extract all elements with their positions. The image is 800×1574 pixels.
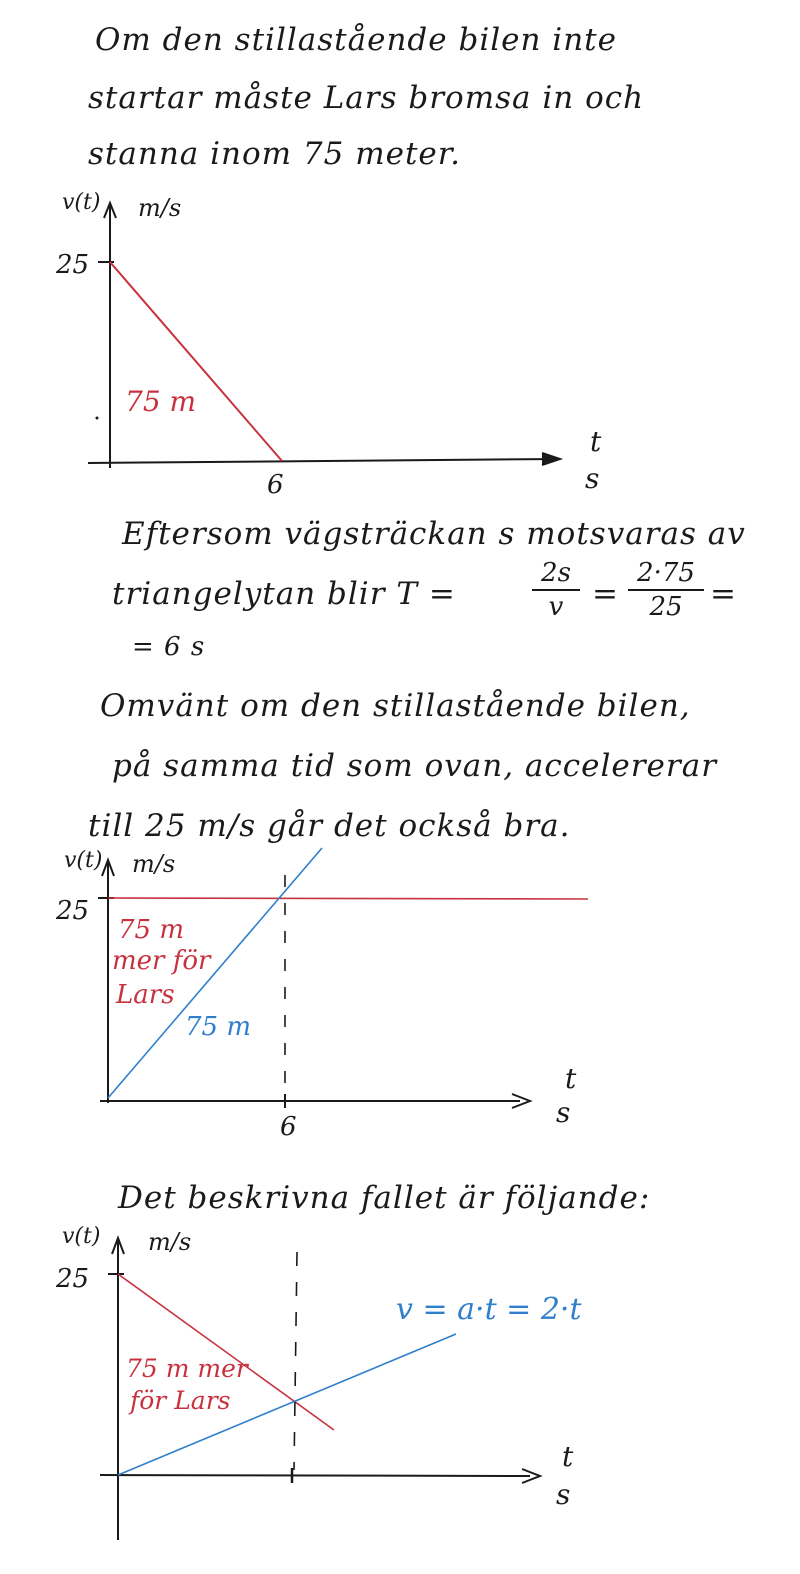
graph3-acceleration-line [118,1334,456,1475]
graph1-area-label: 75 m [125,385,197,418]
graph3-dashed-line [294,1252,297,1470]
graph2-unit: m/s [132,850,176,878]
text-line-2: startar måste Lars bromsa in och [88,80,645,116]
fraction-2-denominator: 25 [649,592,683,622]
graph3-x-axis [100,1475,530,1476]
equals-1: = [592,576,619,612]
text-line-3: stanna inom 75 meter. [88,136,462,172]
text-line-4: Eftersom vägsträckan s motsvaras av [122,516,746,552]
graph3-deceleration-line [118,1274,334,1430]
graph2-red-label-3: Lars [116,980,175,1010]
graph2-red-label-1: 75 m [118,915,185,945]
graph2-y-tick: 25 [56,896,90,926]
graph1-x-axis-label: t [590,425,602,458]
text-line-5: triangelytan blir T = [112,576,456,612]
text-line-9: till 25 m/s går det också bra. [88,808,571,844]
graph2-x-unit: s [556,1096,571,1129]
graph1-y-label: v(t) [62,190,101,215]
graph2-y-label: v(t) [64,848,103,873]
text-line-7: Omvänt om den stillastående bilen, [100,688,691,724]
text-line-1: Om den stillastående bilen inte [95,22,617,58]
fraction-2-numerator: 2·75 [637,558,695,588]
text-line-10: Det beskrivna fallet är följande: [118,1180,651,1216]
graph2-x-axis-label: t [565,1062,577,1095]
graph3-y-label: v(t) [62,1224,101,1249]
text-line-6: = 6 s [132,632,206,662]
graph1-x-tick: 6 [267,470,284,500]
graph3-x-axis-label: t [562,1440,574,1473]
graph3-red-label-2: för Lars [130,1386,231,1415]
fraction-1-denominator: v [548,592,564,622]
graph2-red-label-2: mer för [112,946,211,976]
fraction-1-numerator: 2s [541,558,571,588]
equals-2: = [710,576,737,612]
graph3-y-tick: 25 [56,1264,90,1294]
graph1-x-unit: s [585,462,600,495]
graph2-blue-label: 75 m [185,1012,252,1042]
graph3-red-label-1: 75 m mer [126,1354,248,1383]
graph2-x-tick: 6 [280,1112,297,1142]
graph3-equation: v = a·t = 2·t [396,1292,582,1327]
graph1-unit: m/s [138,194,182,222]
graph3-x-unit: s [556,1478,571,1511]
text-line-8: på samma tid som ovan, accelererar [112,748,718,784]
graph1-y-tick: 25 [56,250,90,280]
graph3-unit: m/s [148,1228,192,1256]
